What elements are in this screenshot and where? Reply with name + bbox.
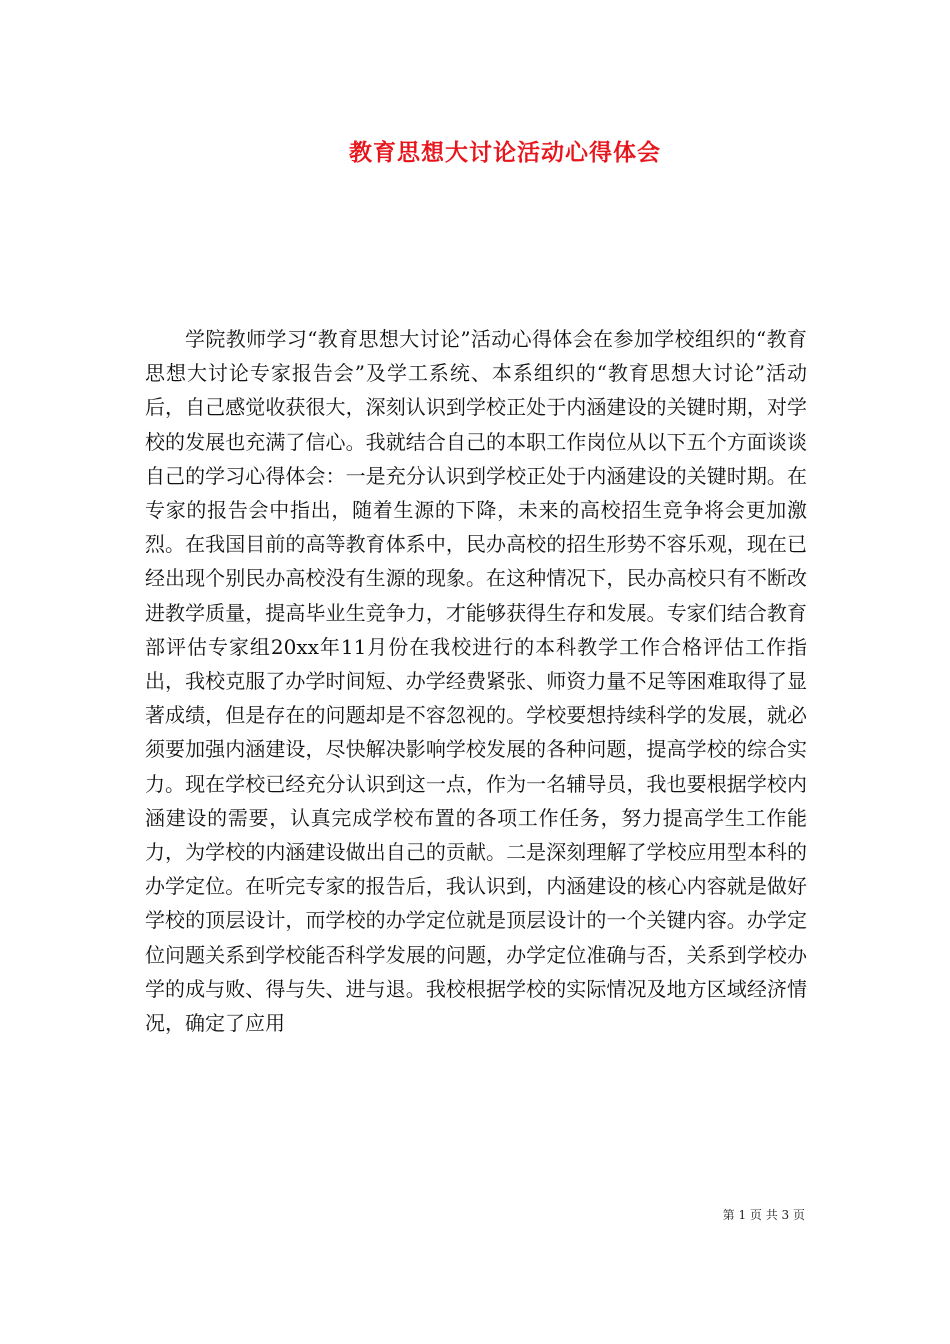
document-title: 教育思想大讨论活动心得体会 (349, 139, 661, 166)
page-footer: 第 1 页 共 3 页 (722, 1208, 805, 1222)
body-paragraph: 学院教师学习“教育思想大讨论”活动心得体会在参加学校组织的“教育思想大讨论专家报告会”及学工系统、本系组织的“教育思想大讨论”活动后，自己感觉收获很大，深刻认识到学校正处于内涵建设的关键时期，对学校的发展也充满了信心。我就结合自己的本职工作岗位从以下五个方面谈谈自己的学习心得体会：一是充分认识到学校正处于内涵建设的关键时期。在专家的报告会中指出，随着生源的下降，未来的高校招生竞争将会更加激烈。在我国目前的高等教育体系中，民办高校的招生形势不容乐观，现在已经出现个别民办高校没有生源的现象。在这种情况下，民办高校只有不断改进教学质量，提高毕业生竞争力，才能够获得生存和发展。专家们结合教育部评估专家组20xx年11月份在我校进行的本科教学工作合格评估工作指出，我校克服了办学时间短、办学经费紧张、师资力量不足等困难取得了显著成绩，但是存在的问题却是不容忽视的。学校要想持续科学的发展，就必须要加强内涵建设，尽快解决影响学校发展的各种问题，提高学校的综合实力。现在学校已经充分认识到这一点，作为一名辅导员，我也要根据学校内涵建设的需要，认真完成学校布置的各项工作任务，努力提高学生工作能力，为学校的内涵建设做出自己的贡献。二是深刻理解了学校应用型本科的办学定位。在听完专家的报告后，我认识到，内涵建设的核心内容就是做好学校的顶层设计，而学校的办学定位就是顶层设计的一个关键内容。办学定位问题关系到学校能否科学发展的问题，办学定位准确与否，关系到学校办学的成与败、得与失、进与退。我校根据学校的实际情况及地方区域经济情况，确定了应用 (145, 327, 807, 1036)
